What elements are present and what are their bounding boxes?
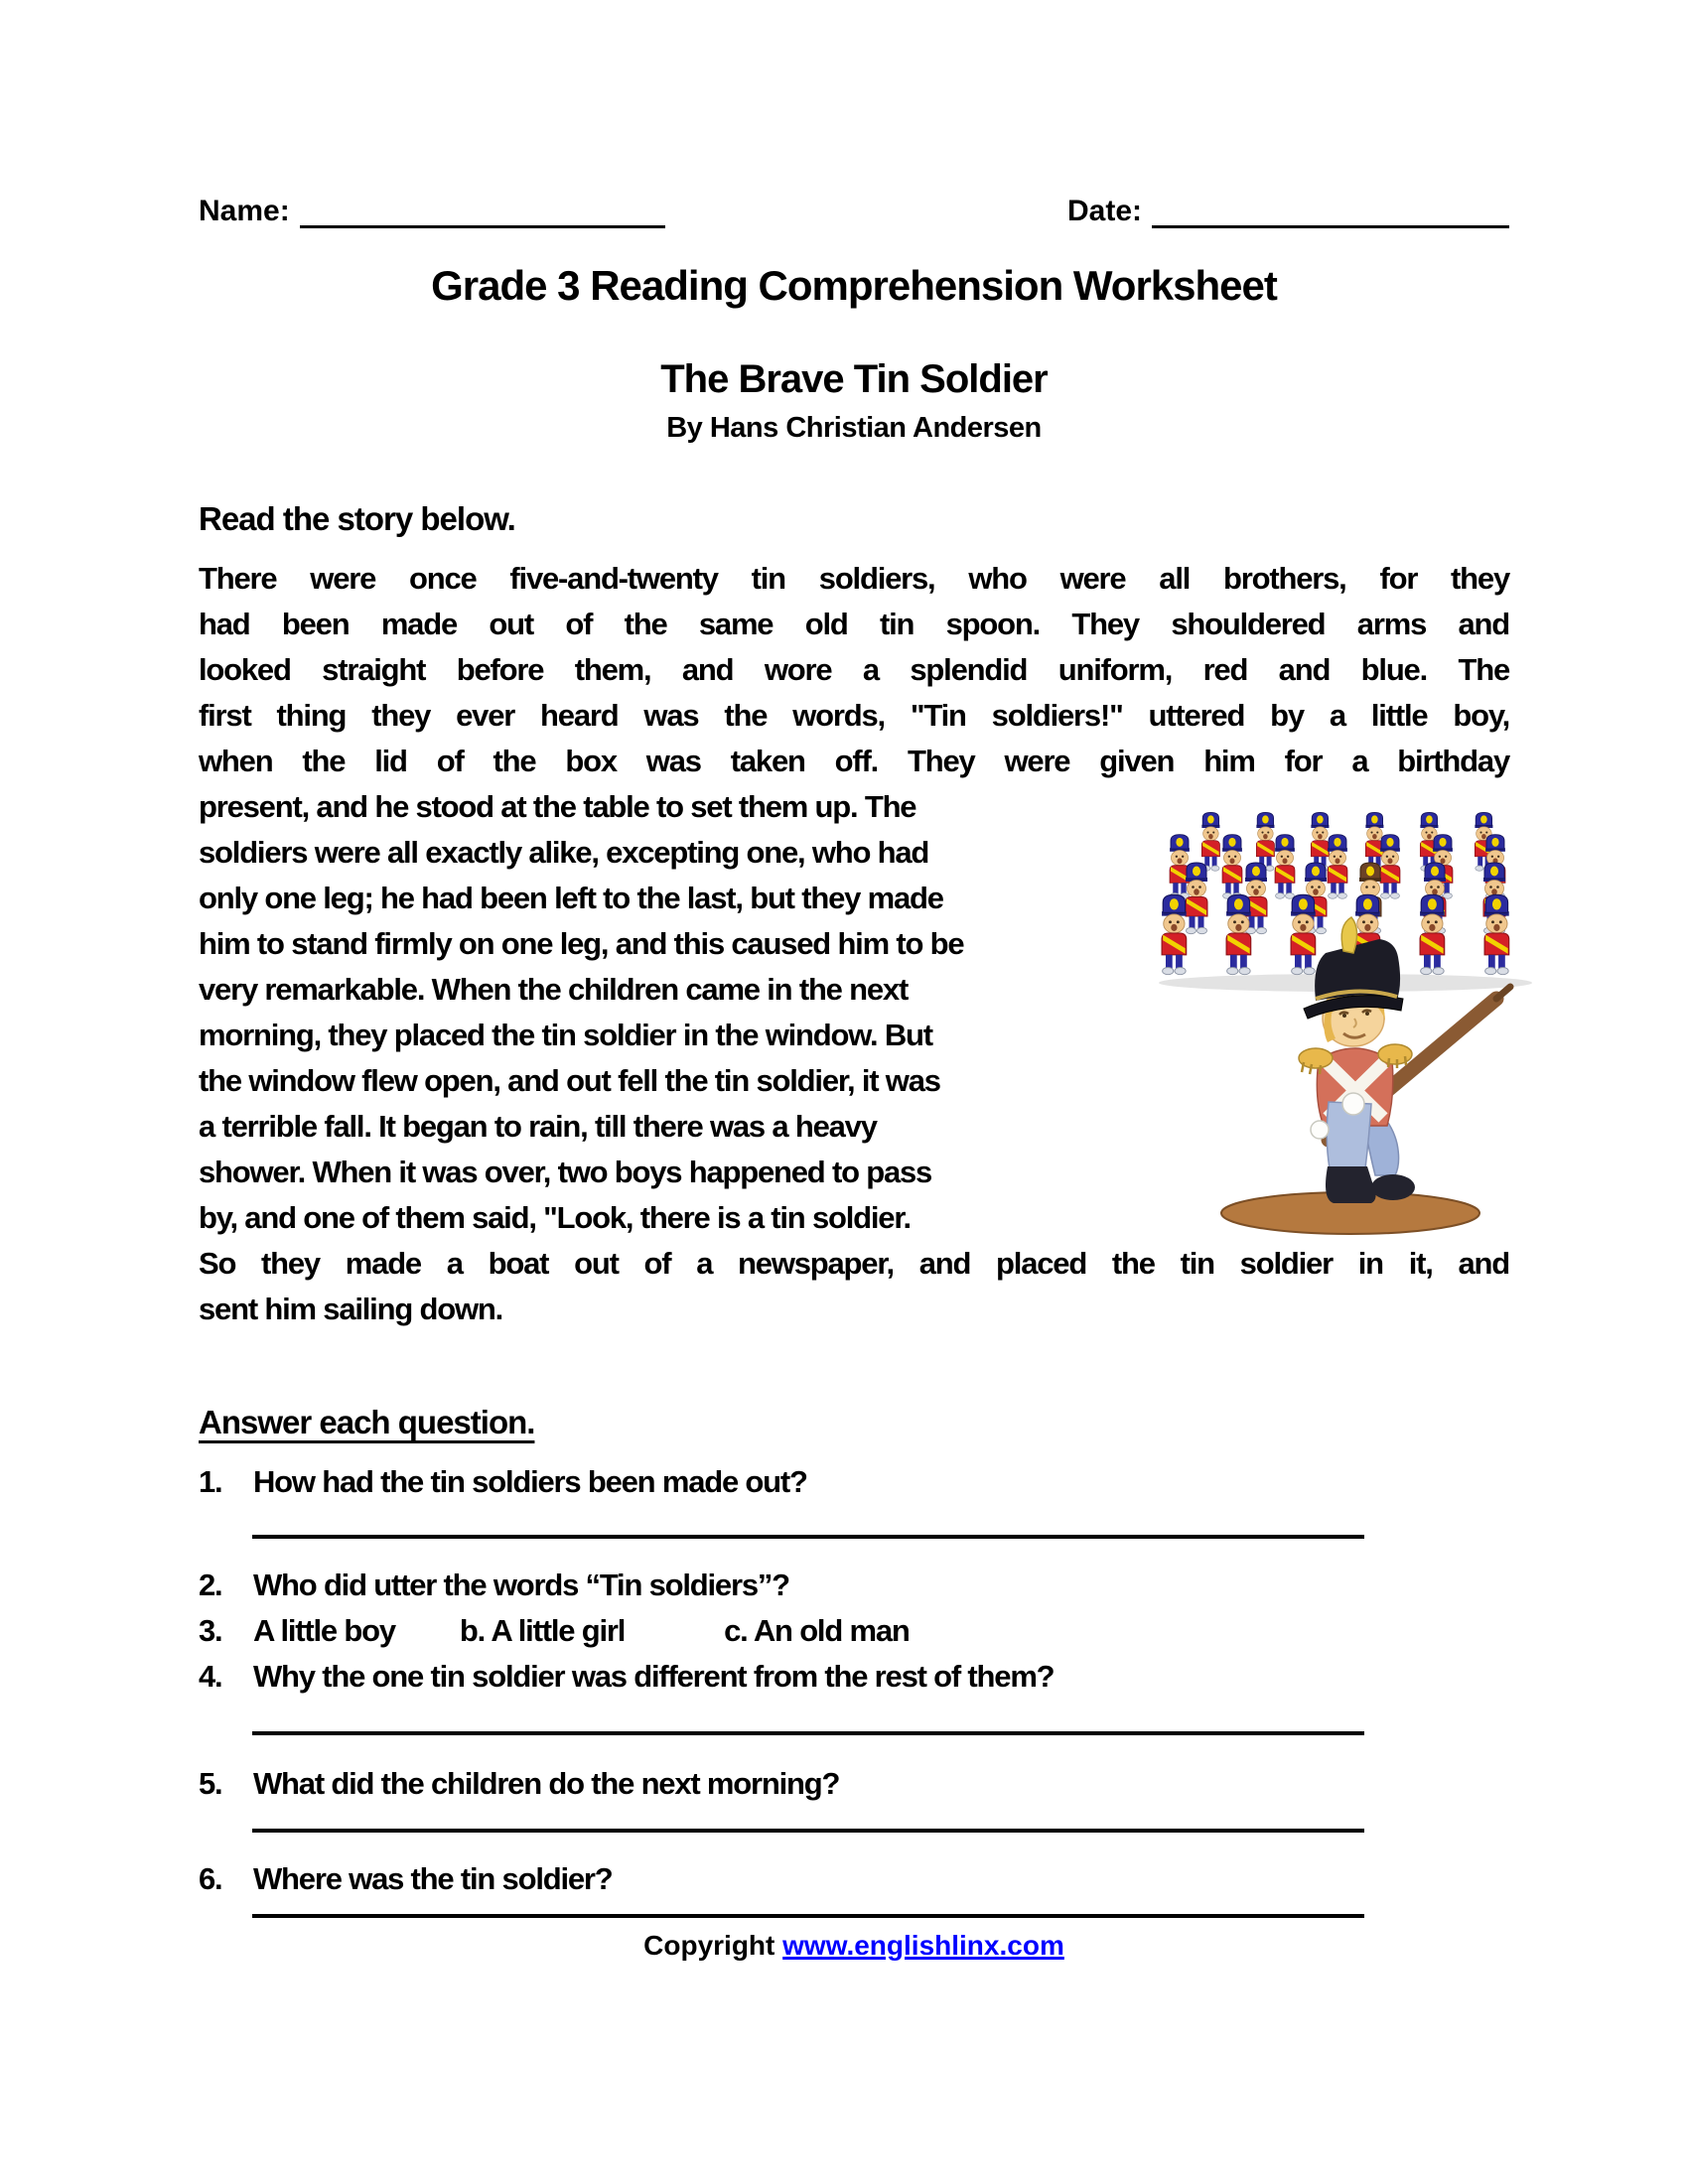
story-line: morning, they placed the tin soldier in the window. But xyxy=(199,1018,932,1052)
question-2-number: 2. xyxy=(199,1568,222,1602)
story-line: sent him sailing down. xyxy=(199,1292,503,1326)
date-label: Date: xyxy=(1066,195,1142,227)
story-line: when the lid of the box was taken off. They were given him for a birthday xyxy=(199,744,1509,778)
question-6 xyxy=(199,1856,1509,1902)
tin-soldiers-image xyxy=(1147,806,1549,1243)
story-line: only one leg; he had been left to the last, but they made xyxy=(199,881,943,915)
story-line: soldiers were all exactly alike, excepting one, who had xyxy=(199,835,929,870)
read-instruction: Read the story below. xyxy=(199,500,515,537)
question-5-number: 5. xyxy=(199,1766,222,1801)
question-4 xyxy=(199,1654,1509,1700)
page-title: Grade 3 Reading Comprehension Worksheet xyxy=(431,262,1277,309)
question-6-text: Where was the tin soldier? xyxy=(253,1861,613,1896)
story-line: looked straight before them, and wore a splendid uniform, red and blue. The xyxy=(199,652,1509,687)
story-line: a terrible fall. It began to rain, till there was a heavy xyxy=(199,1109,877,1144)
question-2-text: Who did utter the words “Tin soldiers”? xyxy=(253,1568,789,1602)
copyright-label: Copyright xyxy=(643,1930,775,1961)
copyright-footer xyxy=(199,1930,1509,1962)
question-3-choices xyxy=(199,1608,1509,1654)
answer-line-4[interactable] xyxy=(252,1914,1364,1918)
story-line: by, and one of them said, "Look, there is a tin soldier. xyxy=(199,1200,911,1235)
question-1-text: How had the tin soldiers been made out? xyxy=(253,1464,807,1499)
story-paragraph-tail xyxy=(199,1241,1509,1332)
story-illustration xyxy=(1147,806,1549,1243)
choice-b: b. A little girl xyxy=(459,1613,626,1648)
name-blank-line[interactable] xyxy=(300,195,665,228)
question-1 xyxy=(199,1459,1509,1505)
story-line: shower. When it was over, two boys happened to pass xyxy=(199,1155,932,1189)
single-tin-soldier xyxy=(1221,917,1510,1234)
story-line: So they made a boat out of a newspaper, and placed the tin soldier in it, and xyxy=(199,1246,1509,1281)
question-2 xyxy=(199,1563,1509,1608)
question-6-number: 6. xyxy=(199,1861,222,1896)
question-3-number: 3. xyxy=(199,1613,222,1648)
question-5-text: What did the children do the next morning? xyxy=(253,1766,840,1801)
choice-c: c. An old man xyxy=(724,1613,910,1648)
story-line: There were once five-and-twenty tin soldiers, who were all brothers, for they xyxy=(199,561,1509,596)
englishlinx-link[interactable]: www.englishlinx.com xyxy=(782,1930,1064,1961)
answer-line-2[interactable] xyxy=(252,1731,1364,1735)
question-4-number: 4. xyxy=(199,1659,222,1694)
question-4-text: Why the one tin soldier was different from the rest of them? xyxy=(253,1659,1055,1694)
date-field xyxy=(1067,195,1509,228)
name-date-row xyxy=(199,195,1509,228)
story-author: By Hans Christian Andersen xyxy=(666,412,1042,444)
story-line: the window flew open, and out fell the tin soldier, it was xyxy=(199,1063,940,1098)
story-line: present, and he stood at the table to set them up. The xyxy=(199,789,916,824)
question-5 xyxy=(199,1761,1509,1807)
answer-line-3[interactable] xyxy=(252,1829,1364,1833)
question-1-number: 1. xyxy=(199,1464,222,1499)
story-line: first thing they ever heard was the words, "Tin soldiers!" uttered by a little boy, xyxy=(199,698,1509,733)
name-label: Name: xyxy=(199,195,290,227)
answer-line-1[interactable] xyxy=(252,1535,1364,1539)
name-field xyxy=(199,195,665,228)
choice-a: A little boy xyxy=(253,1613,395,1648)
story-line: had been made out of the same old tin spoon. They shouldered arms and xyxy=(199,607,1509,641)
story-paragraph-wrapped xyxy=(199,784,1072,1241)
story-paragraph-full-width xyxy=(199,556,1509,784)
story-line: him to stand firmly on one leg, and this caused him to be xyxy=(199,926,964,961)
story-title: The Brave Tin Soldier xyxy=(660,357,1048,401)
story-line: very remarkable. When the children came in the next xyxy=(199,972,909,1007)
answer-instruction: Answer each question. xyxy=(199,1404,535,1440)
date-blank-line[interactable] xyxy=(1152,195,1509,228)
